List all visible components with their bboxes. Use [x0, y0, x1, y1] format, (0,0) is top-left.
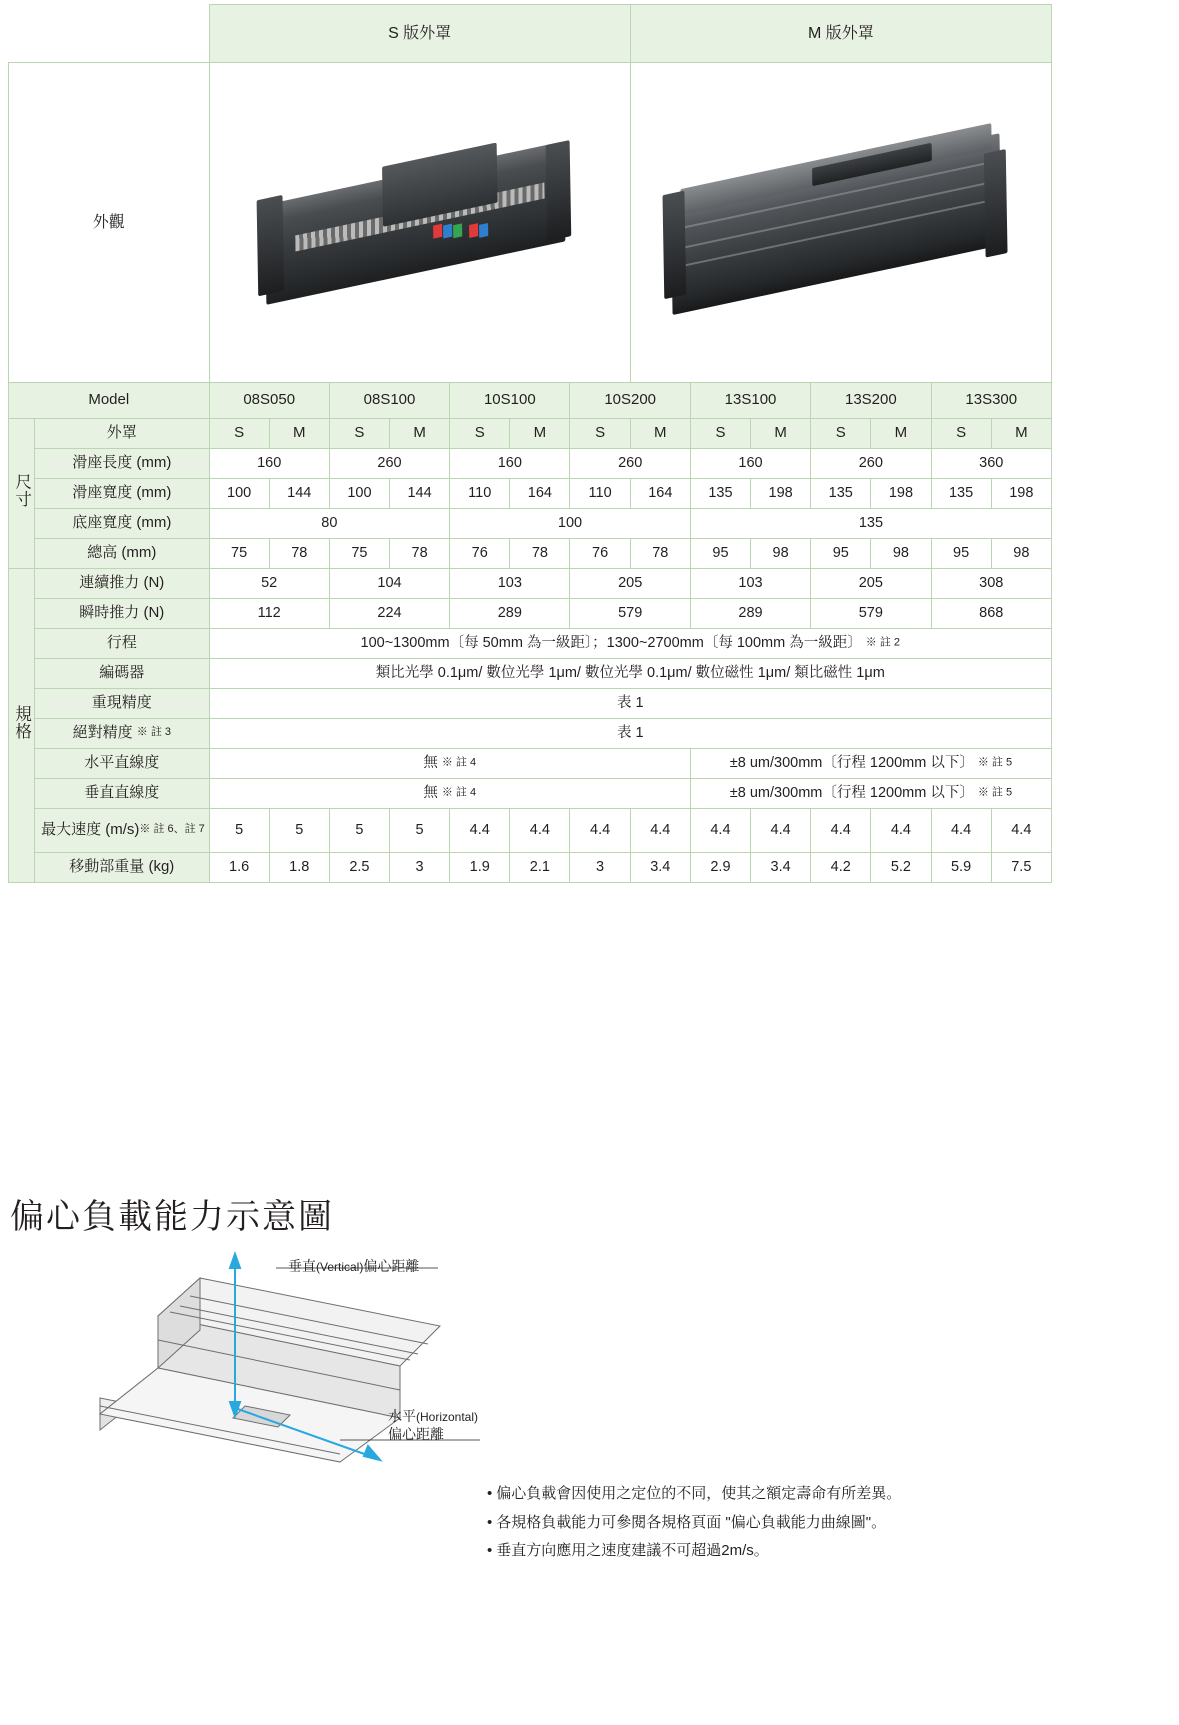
peak-force-cell: 579 [570, 599, 690, 629]
eccentric-load-notes [487, 1480, 901, 1566]
cover-cell: S [931, 419, 991, 449]
vertical-label-zh2: 偏心距離 [363, 1258, 420, 1274]
cover-cell: M [871, 419, 931, 449]
moving-mass-cell: 5.2 [871, 853, 931, 883]
row-label-moving-mass: 移動部重量 (kg) [35, 853, 209, 883]
max-speed-cell: 5 [209, 809, 269, 853]
accuracy-label-note: ※ 註 3 [136, 726, 171, 739]
row-label-cover: 外罩 [35, 419, 209, 449]
row-label-slider-width: 滑座寬度 (mm) [35, 479, 209, 509]
total-height-cell: 78 [269, 539, 329, 569]
h-right-note: ※ 註 5 [977, 756, 1013, 769]
row-cover [9, 419, 1052, 449]
max-speed-cell: 4.4 [811, 809, 871, 853]
row-slider-width [9, 479, 1052, 509]
slider-length-cell: 260 [329, 449, 449, 479]
slider-width-cell: 135 [690, 479, 750, 509]
row-encoder [9, 659, 1052, 689]
total-height-cell: 95 [931, 539, 991, 569]
horizontal-straightness-left [209, 749, 690, 779]
stroke-note: ※ 註 2 [865, 636, 900, 649]
horizontal-straightness-right [690, 749, 1051, 779]
slider-length-cell: 260 [570, 449, 690, 479]
continuous-force-cell: 103 [690, 569, 810, 599]
slider-width-cell: 164 [510, 479, 570, 509]
total-height-cell: 78 [630, 539, 690, 569]
model-row [9, 383, 1052, 419]
appearance-row [9, 63, 1052, 383]
cover-header-row [9, 5, 1052, 63]
moving-mass-cell: 1.9 [450, 853, 510, 883]
total-height-cell: 98 [751, 539, 811, 569]
slider-width-cell: 135 [931, 479, 991, 509]
appearance-label: 外觀 [9, 63, 210, 383]
slider-width-cell: 100 [329, 479, 389, 509]
vertical-straightness-left [209, 779, 690, 809]
note-item: • 偏心負載會因使用之定位的不同，使其之額定壽命有所差異。 [487, 1480, 901, 1509]
h-right-text: ±8 um/300mm〔行程 1200mm 以下〕 [729, 755, 974, 772]
slider-width-cell: 198 [871, 479, 931, 509]
total-height-cell: 98 [871, 539, 931, 569]
vertical-label-zh1: 垂直 [288, 1258, 316, 1274]
h-left-note: ※ 註 4 [441, 756, 477, 769]
repeatability-value: 表 1 [209, 689, 1051, 719]
max-speed-cell: 5 [390, 809, 450, 853]
slider-width-cell: 110 [570, 479, 630, 509]
model-13S200: 13S200 [811, 383, 931, 419]
continuous-force-cell: 52 [209, 569, 329, 599]
continuous-force-cell: 103 [450, 569, 570, 599]
continuous-force-cell: 205 [811, 569, 931, 599]
row-label-slider-length: 滑座長度 (mm) [35, 449, 209, 479]
row-peak-force [9, 599, 1052, 629]
note-item: • 垂直方向應用之速度建議不可超過2m/s。 [487, 1537, 901, 1566]
specification-table-container [8, 4, 1052, 883]
slider-width-cell: 110 [450, 479, 510, 509]
stroke-value [209, 629, 1051, 659]
row-label-repeatability: 重現精度 [35, 689, 209, 719]
row-label-total-height: 總高 (mm) [35, 539, 209, 569]
max-speed-cell: 4.4 [931, 809, 991, 853]
moving-mass-cell: 2.5 [329, 853, 389, 883]
slider-width-cell: 198 [751, 479, 811, 509]
v-right-note: ※ 註 5 [977, 786, 1013, 799]
peak-force-cell: 112 [209, 599, 329, 629]
accuracy-value: 表 1 [209, 719, 1051, 749]
row-total-height [9, 539, 1052, 569]
base-width-cell: 100 [450, 509, 691, 539]
row-label-max-speed [35, 809, 209, 853]
row-stroke [9, 629, 1052, 659]
cover-cell: M [510, 419, 570, 449]
cover-cell: M [269, 419, 329, 449]
s-cover-header: S 版外罩 [209, 5, 630, 63]
vertical-label-en: (Vertical) [316, 1260, 364, 1274]
total-height-cell: 95 [690, 539, 750, 569]
max-speed-label-note: ※ 註 6、註 7 [139, 823, 205, 836]
continuous-force-cell: 205 [570, 569, 690, 599]
cover-cell: S [209, 419, 269, 449]
slider-width-cell: 135 [811, 479, 871, 509]
continuous-force-cell: 104 [329, 569, 449, 599]
row-label-base-width: 底座寬度 (mm) [35, 509, 209, 539]
cover-cell: M [630, 419, 690, 449]
empty-corner [9, 5, 210, 63]
max-speed-cell: 4.4 [450, 809, 510, 853]
total-height-cell: 95 [811, 539, 871, 569]
slider-length-cell: 260 [811, 449, 931, 479]
peak-force-cell: 224 [329, 599, 449, 629]
eccentric-load-section-title: 偏心負載能力示意圖 [10, 1198, 334, 1236]
horizontal-eccentric-label [388, 1408, 478, 1443]
model-10S200: 10S200 [570, 383, 690, 419]
cover-cell: S [811, 419, 871, 449]
row-base-width [9, 509, 1052, 539]
m-cover-image [630, 63, 1051, 383]
horizontal-label-zh2: 偏心距離 [388, 1425, 444, 1442]
model-08S050: 08S050 [209, 383, 329, 419]
h-left-text: 無 [423, 755, 438, 772]
model-13S100: 13S100 [690, 383, 810, 419]
total-height-cell: 78 [390, 539, 450, 569]
v-left-text: 無 [423, 785, 438, 802]
total-height-cell: 75 [209, 539, 269, 569]
row-continuous-force [9, 569, 1052, 599]
total-height-cell: 75 [329, 539, 389, 569]
model-label: Model [9, 383, 210, 419]
horizontal-label-en: (Horizontal) [416, 1410, 479, 1424]
moving-mass-cell: 7.5 [991, 853, 1051, 883]
moving-mass-cell: 5.9 [931, 853, 991, 883]
row-max-speed [9, 809, 1052, 853]
peak-force-cell: 289 [450, 599, 570, 629]
peak-force-cell: 868 [931, 599, 1052, 629]
v-left-note: ※ 註 4 [441, 786, 477, 799]
slider-width-cell: 164 [630, 479, 690, 509]
row-accuracy [9, 719, 1052, 749]
accuracy-label-text: 絕對精度 [72, 724, 133, 742]
row-vertical-straightness [9, 779, 1052, 809]
model-08S100: 08S100 [329, 383, 449, 419]
eccentric-load-diagram [40, 1248, 560, 1528]
slider-length-cell: 360 [931, 449, 1052, 479]
max-speed-cell: 5 [269, 809, 329, 853]
total-height-cell: 78 [510, 539, 570, 569]
moving-mass-cell: 4.2 [811, 853, 871, 883]
max-speed-cell: 4.4 [751, 809, 811, 853]
side-label-spec: 規格 [9, 569, 35, 883]
base-width-cell: 80 [209, 509, 450, 539]
peak-force-cell: 579 [811, 599, 931, 629]
cover-cell: S [570, 419, 630, 449]
max-speed-cell: 4.4 [991, 809, 1051, 853]
max-speed-cell: 4.4 [570, 809, 630, 853]
moving-mass-cell: 3.4 [630, 853, 690, 883]
max-speed-cell: 4.4 [871, 809, 931, 853]
horizontal-label-zh1: 水平 [388, 1408, 416, 1424]
moving-mass-cell: 3 [390, 853, 450, 883]
note-item: • 各規格負載能力可參閱各規格頁面 "偏心負載能力曲線圖"。 [487, 1509, 901, 1538]
total-height-cell: 98 [991, 539, 1051, 569]
model-10S100: 10S100 [450, 383, 570, 419]
vertical-straightness-right [690, 779, 1051, 809]
s-cover-image [209, 63, 630, 383]
max-speed-cell: 4.4 [510, 809, 570, 853]
slider-width-cell: 100 [209, 479, 269, 509]
cover-cell: S [450, 419, 510, 449]
model-13S300: 13S300 [931, 383, 1052, 419]
row-label-continuous-force: 連續推力 (N) [35, 569, 209, 599]
moving-mass-cell: 3 [570, 853, 630, 883]
moving-mass-cell: 2.9 [690, 853, 750, 883]
max-speed-cell: 4.4 [690, 809, 750, 853]
continuous-force-cell: 308 [931, 569, 1052, 599]
row-moving-mass [9, 853, 1052, 883]
encoder-value: 類比光學 0.1μm/ 數位光學 1μm/ 數位光學 0.1μm/ 數位磁性 1μm/ 類比磁性 1μm [209, 659, 1051, 689]
v-right-text: ±8 um/300mm〔行程 1200mm 以下〕 [729, 785, 974, 802]
base-width-cell: 135 [690, 509, 1051, 539]
specification-table [8, 4, 1052, 883]
total-height-cell: 76 [570, 539, 630, 569]
moving-mass-cell: 1.6 [209, 853, 269, 883]
row-label-peak-force: 瞬時推力 (N) [35, 599, 209, 629]
row-slider-length [9, 449, 1052, 479]
row-label-encoder: 編碼器 [35, 659, 209, 689]
slider-length-cell: 160 [690, 449, 810, 479]
moving-mass-cell: 1.8 [269, 853, 329, 883]
moving-mass-cell: 2.1 [510, 853, 570, 883]
stroke-text: 100~1300mm〔每 50mm 為一級距〕；1300~2700mm〔每 100mm 為一級距〕 [360, 635, 862, 652]
max-speed-label-text: 最大速度 (m/s) [41, 821, 140, 839]
cover-cell: S [329, 419, 389, 449]
peak-force-cell: 289 [690, 599, 810, 629]
slider-width-cell: 144 [390, 479, 450, 509]
slider-length-cell: 160 [450, 449, 570, 479]
row-repeatability [9, 689, 1052, 719]
cover-cell: M [390, 419, 450, 449]
max-speed-cell: 5 [329, 809, 389, 853]
vertical-eccentric-label [288, 1256, 419, 1276]
max-speed-cell: 4.4 [630, 809, 690, 853]
row-label-vertical-straightness: 垂直直線度 [35, 779, 209, 809]
slider-width-cell: 198 [991, 479, 1051, 509]
cover-cell: M [991, 419, 1051, 449]
slider-length-cell: 160 [209, 449, 329, 479]
slider-width-cell: 144 [269, 479, 329, 509]
row-label-accuracy [35, 719, 209, 749]
side-label-dimension: 尺寸 [9, 419, 35, 569]
cover-cell: S [690, 419, 750, 449]
total-height-cell: 76 [450, 539, 510, 569]
row-label-horizontal-straightness: 水平直線度 [35, 749, 209, 779]
row-horizontal-straightness [9, 749, 1052, 779]
moving-mass-cell: 3.4 [751, 853, 811, 883]
row-label-stroke: 行程 [35, 629, 209, 659]
m-cover-header: M 版外罩 [630, 5, 1051, 63]
cover-cell: M [751, 419, 811, 449]
